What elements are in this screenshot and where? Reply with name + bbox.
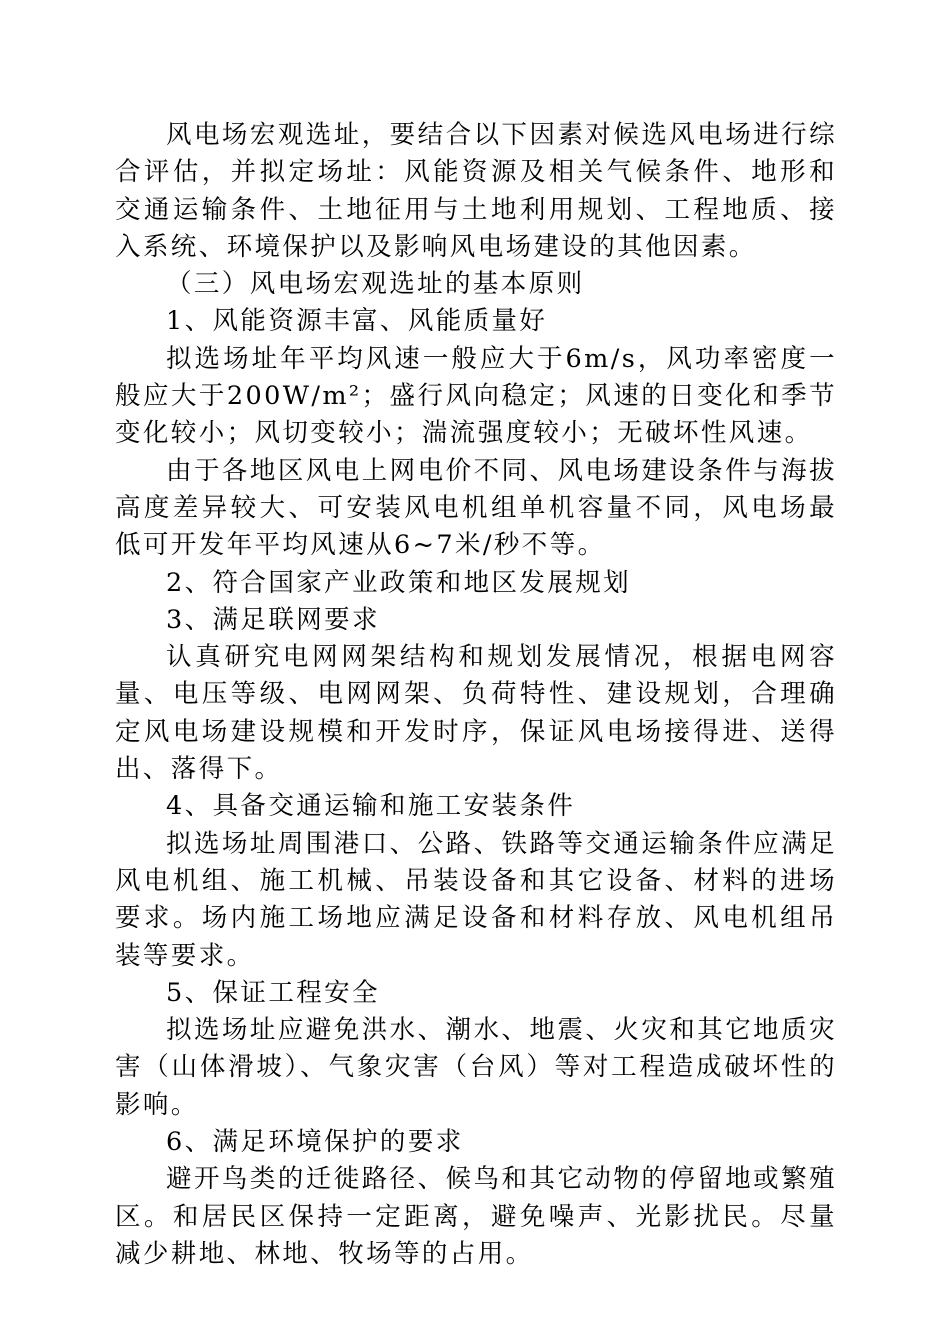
principle-1-heading: 1、风能资源丰富、风能质量好 (166, 306, 548, 337)
principle-1-paragraph-wind-speed: 拟选场址年平均风速一般应大于6m/s，风功率密度一般应大于200W/m²；盛行风向稳定；风速的日变化和季节变化较小；风切变较小；湍流强度较小；无破坏性风速。 (115, 343, 837, 449)
paragraph-intro: 风电场宏观选址，要结合以下因素对候选风电场进行综合评估，并拟定场址：风能资源及相关气候条件、地形和交通运输条件、土地征用与土地利用规划、工程地质、接入系统、环境保护以及影响风电场建设的其他因素。 (115, 120, 837, 262)
principle-3-heading: 3、满足联网要求 (166, 604, 380, 635)
section-heading-basic-principles: （三）风电场宏观选址的基本原则 (166, 269, 585, 300)
principle-6-heading: 6、满足环境保护的要求 (166, 1127, 464, 1158)
principle-2-heading: 2、符合国家产业政策和地区发展规划 (166, 567, 632, 598)
principle-5-heading: 5、保证工程安全 (166, 977, 380, 1008)
principle-4-heading: 4、具备交通运输和施工安装条件 (166, 791, 576, 822)
principle-4-paragraph: 拟选场址周围港口、公路、铁路等交通运输条件应满足风电机组、施工机械、吊装设备和其它设备、材料的进场要求。场内施工场地应满足设备和材料存放、风电机组吊装等要求。 (115, 828, 837, 971)
principle-6-paragraph: 避开鸟类的迁徙路径、候鸟和其它动物的停留地或繁殖区。和居民区保持一定距离，避免噪声、光影扰民。尽量减少耕地、林地、牧场等的占用。 (115, 1164, 837, 1269)
principle-3-paragraph: 认真研究电网网架结构和规划发展情况，根据电网容量、电压等级、电网网架、负荷特性、建设规划，合理确定风电场建设规模和开发时序，保证风电场接得进、送得出、落得下。 (115, 642, 837, 785)
principle-5-paragraph: 拟选场址应避免洪水、潮水、地震、火灾和其它地质灾害（山体滑坡）、气象灾害（台风）等对工程造成破坏性的影响。 (115, 1015, 837, 1120)
principle-1-paragraph-regional: 由于各地区风电上网电价不同、风电场建设条件与海拔高度差异较大、可安装风电机组单机容量不同，风电场最低可开发年平均风速从6~7米/秒不等。 (115, 455, 837, 561)
document-body (115, 117, 837, 1273)
